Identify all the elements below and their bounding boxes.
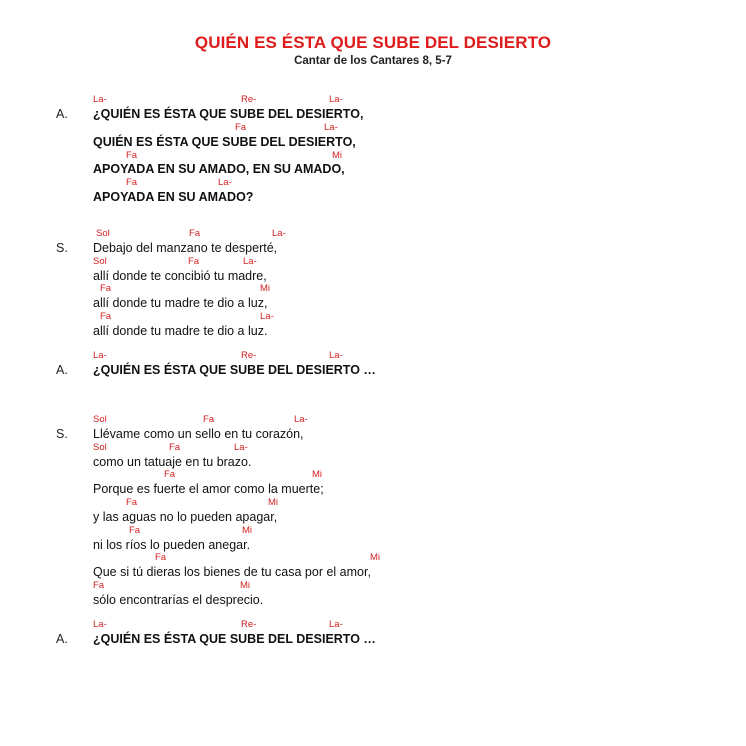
- chord: Fa: [100, 283, 112, 294]
- chord: Fa: [126, 497, 138, 508]
- chord: Fa: [235, 122, 247, 133]
- chord: Sol: [93, 442, 107, 453]
- lyric-line: Porque es fuerte el amor como la muerte;: [93, 482, 324, 496]
- chord: La-: [272, 228, 286, 239]
- lyric-line: APOYADA EN SU AMADO, EN SU AMADO,: [93, 162, 345, 176]
- chord: La-: [260, 311, 274, 322]
- chord: La-: [329, 94, 343, 105]
- chord: Sol: [93, 256, 107, 267]
- chord: La-: [324, 122, 338, 133]
- chord: La-: [294, 414, 308, 425]
- chord: Fa: [189, 228, 201, 239]
- chord: Mi: [268, 497, 279, 508]
- chord: Mi: [312, 469, 323, 480]
- section-label-assembly: A.: [56, 107, 68, 121]
- lyric-line: como un tatuaje en tu brazo.: [93, 455, 252, 469]
- section-label-assembly: A.: [56, 363, 68, 377]
- lyric-line: allí donde tu madre te dio a luz,: [93, 296, 268, 310]
- chord: La-: [234, 442, 248, 453]
- chord: Mi: [240, 580, 251, 591]
- chord: Fa: [129, 525, 141, 536]
- chord: Mi: [242, 525, 253, 536]
- chord: Fa: [155, 552, 167, 563]
- song-title: QUIÉN ES ÉSTA QUE SUBE DEL DESIERTO: [194, 33, 552, 52]
- song-reference: Cantar de los Cantares 8, 5-7: [294, 55, 452, 67]
- chord: Re-: [241, 619, 257, 630]
- chord: La-: [329, 619, 343, 630]
- chord: Fa: [93, 580, 105, 591]
- chord: La-: [93, 619, 107, 630]
- chord: Fa: [100, 311, 112, 322]
- lyric-line: sólo encontrarías el desprecio.: [93, 593, 264, 607]
- lyric-line: Llévame como un sello en tu corazón,: [93, 427, 304, 441]
- section-label-assembly: A.: [56, 632, 68, 646]
- chord: La-: [329, 350, 343, 361]
- chord: La-: [218, 177, 232, 188]
- lyric-line: APOYADA EN SU AMADO?: [93, 190, 254, 204]
- chord: La-: [93, 94, 107, 105]
- chord: Fa: [169, 442, 181, 453]
- chord: Sol: [93, 414, 107, 425]
- chord: La-: [93, 350, 107, 361]
- lyric-line: ¿QUIÉN ES ÉSTA QUE SUBE DEL DESIERTO …: [93, 363, 376, 377]
- chord: Fa: [126, 150, 138, 161]
- lyric-line: Debajo del manzano te desperté,: [93, 241, 278, 255]
- lyric-line: y las aguas no lo pueden apagar,: [93, 510, 278, 524]
- chord: Mi: [260, 283, 271, 294]
- section-label-soloist: S.: [56, 241, 68, 255]
- chord: Fa: [126, 177, 138, 188]
- lyric-line: allí donde te concibió tu madre,: [93, 269, 267, 283]
- lyric-line: allí donde tu madre te dio a luz.: [93, 324, 268, 338]
- chord: Fa: [203, 414, 215, 425]
- lyric-line: ¿QUIÉN ES ÉSTA QUE SUBE DEL DESIERTO …: [93, 632, 376, 646]
- lyric-line: QUIÉN ES ÉSTA QUE SUBE DEL DESIERTO,: [93, 135, 356, 149]
- chord: Fa: [164, 469, 176, 480]
- chord: Re-: [241, 94, 257, 105]
- section-label-soloist: S.: [56, 427, 68, 441]
- chord: Sol: [96, 228, 110, 239]
- chord: La-: [243, 256, 257, 267]
- chord: Re-: [241, 350, 257, 361]
- chord: Mi: [332, 150, 343, 161]
- lyric-line: ¿QUIÉN ES ÉSTA QUE SUBE DEL DESIERTO,: [93, 107, 364, 121]
- lyric-line: Que si tú dieras los bienes de tu casa por el amor,: [93, 565, 371, 579]
- chord: Mi: [370, 552, 381, 563]
- lyric-line: ni los ríos lo pueden anegar.: [93, 538, 251, 552]
- chord: Fa: [188, 256, 200, 267]
